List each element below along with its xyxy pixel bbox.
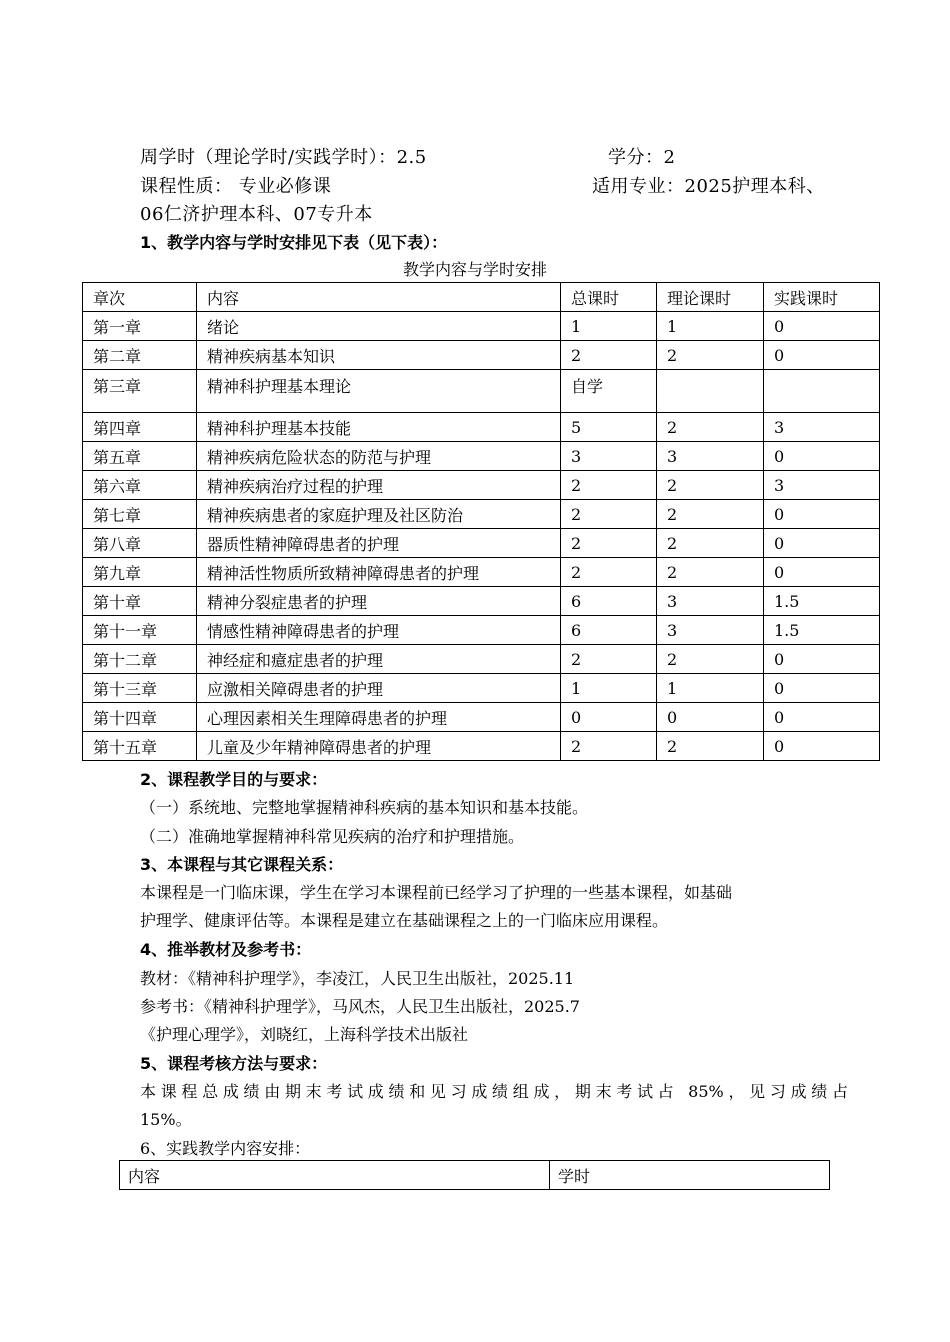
cell-content: 心理因素相关生理障碍患者的护理: [197, 703, 561, 732]
column-header: 内容: [197, 283, 561, 312]
cell-total: 2: [561, 529, 657, 558]
column-header: 实践课时: [764, 283, 880, 312]
cell-chapter: 第十五章: [83, 732, 197, 761]
cell-practice: 0: [764, 674, 880, 703]
cell-theory: [657, 370, 764, 413]
column-header: 章次: [83, 283, 197, 312]
table-row: [83, 442, 880, 471]
cell-content: 精神疾病危险状态的防范与护理: [197, 442, 561, 471]
cell-total: 2: [561, 558, 657, 587]
textbook: 教材：《精神科护理学》，李凌江，人民卫生出版社，2025.11: [140, 969, 575, 988]
cell-practice: 1.5: [764, 587, 880, 616]
cell-practice: 0: [764, 732, 880, 761]
cell-practice: [764, 370, 880, 413]
cell-total: 0: [561, 703, 657, 732]
cell-chapter: 第九章: [83, 558, 197, 587]
cell-practice: 3: [764, 413, 880, 442]
cell-practice: 0: [764, 500, 880, 529]
cell-chapter: 第二章: [83, 341, 197, 370]
section4-heading: 4、推举教材及参考书：: [140, 940, 312, 959]
cell-theory: 3: [657, 616, 764, 645]
cell-total: 6: [561, 616, 657, 645]
applicable-majors-cont: 06仁济护理本科、07专升本: [140, 204, 373, 225]
cell-content: 精神疾病基本知识: [197, 341, 561, 370]
cell-total: 1: [561, 312, 657, 341]
cell-theory: 0: [657, 703, 764, 732]
relation-line-1: 本课程是一门临床课，学生在学习本课程前已经学习了护理的一些基本课程，如基础: [140, 883, 733, 902]
cell-theory: 2: [657, 341, 764, 370]
table-row: [83, 616, 880, 645]
cell-total: 1: [561, 674, 657, 703]
table-row: [83, 674, 880, 703]
cell-content: 精神科护理基本理论: [197, 370, 561, 413]
cell-theory: 2: [657, 732, 764, 761]
cell-theory: 2: [657, 471, 764, 500]
cell-practice: 0: [764, 442, 880, 471]
cell-total: 2: [561, 500, 657, 529]
course-nature: 课程性质： 专业必修课: [140, 176, 332, 197]
cell-chapter: 第十三章: [83, 674, 197, 703]
cell-theory: 3: [657, 442, 764, 471]
cell-theory: 2: [657, 500, 764, 529]
schedule-table: [82, 282, 880, 761]
section3-heading: 3、本课程与其它课程关系：: [140, 855, 344, 874]
cell-content: 精神分裂症患者的护理: [197, 587, 561, 616]
relation-line-2: 护理学、健康评估等。本课程是建立在基础课程之上的一门临床应用课程。: [140, 911, 669, 930]
cell-chapter: 第十一章: [83, 616, 197, 645]
cell-practice: 0: [764, 312, 880, 341]
cell-practice: 0: [764, 341, 880, 370]
cell-theory: 1: [657, 312, 764, 341]
cell-chapter: 第五章: [83, 442, 197, 471]
cell-theory: 2: [657, 529, 764, 558]
column-header: 内容: [120, 1161, 550, 1190]
cell-practice: 1.5: [764, 616, 880, 645]
section6-heading: 6、实践教学内容安排：: [140, 1139, 311, 1158]
cell-total: 6: [561, 587, 657, 616]
table-row: [83, 732, 880, 761]
table-row: [83, 558, 880, 587]
cell-practice: 0: [764, 558, 880, 587]
goal-item-1: （一）系统地、完整地掌握精神科疾病的基本知识和基本技能。: [140, 798, 589, 817]
table-title: 教学内容与学时安排: [402, 260, 547, 279]
table-row: [83, 370, 880, 413]
column-header: 总课时: [561, 283, 657, 312]
cell-practice: 0: [764, 529, 880, 558]
assessment-line-2: 15%。: [140, 1110, 192, 1129]
weekly-hours: 周学时（理论学时/实践学时）：2.5: [140, 147, 427, 168]
table-row: [83, 312, 880, 341]
schedule-body: [83, 312, 880, 761]
section1-heading: 1、教学内容与学时安排见下表（见下表）：: [140, 233, 448, 252]
goal-item-2: （二）准确地掌握精神科常见疾病的治疗和护理措施。: [140, 827, 525, 846]
reference-book-1: 参考书：《精神科护理学》，马风杰，人民卫生出版社，2025.7: [140, 997, 580, 1016]
cell-theory: 3: [657, 587, 764, 616]
cell-practice: 3: [764, 471, 880, 500]
cell-content: 精神疾病治疗过程的护理: [197, 471, 561, 500]
table-row: [83, 471, 880, 500]
table-row: [83, 703, 880, 732]
cell-theory: 2: [657, 558, 764, 587]
cell-content: 精神疾病患者的家庭护理及社区防治: [197, 500, 561, 529]
cell-theory: 2: [657, 645, 764, 674]
practice-header-row: [120, 1161, 830, 1190]
cell-total: 2: [561, 645, 657, 674]
assessment-line-1: 本课程总成绩由期末考试成绩和见习成绩组成，期末考试占 85%，见习成绩占: [140, 1082, 848, 1101]
cell-content: 神经症和癔症患者的护理: [197, 645, 561, 674]
cell-total: 2: [561, 471, 657, 500]
cell-chapter: 第三章: [83, 370, 197, 413]
cell-chapter: 第十章: [83, 587, 197, 616]
practice-table: [119, 1160, 830, 1190]
cell-content: 器质性精神障碍患者的护理: [197, 529, 561, 558]
cell-content: 精神科护理基本技能: [197, 413, 561, 442]
cell-total: 2: [561, 341, 657, 370]
cell-total: 自学: [561, 370, 657, 413]
section2-heading: 2、课程教学目的与要求：: [140, 770, 328, 789]
table-row: [83, 529, 880, 558]
cell-chapter: 第十四章: [83, 703, 197, 732]
section5-heading: 5、课程考核方法与要求：: [140, 1054, 328, 1073]
applicable-majors: 适用专业：2025护理本科、: [592, 176, 825, 197]
cell-total: 2: [561, 732, 657, 761]
table-row: [83, 341, 880, 370]
cell-chapter: 第四章: [83, 413, 197, 442]
column-header: 学时: [550, 1161, 830, 1190]
cell-total: 5: [561, 413, 657, 442]
table-row: [83, 645, 880, 674]
table-header-row: [83, 283, 880, 312]
cell-total: 3: [561, 442, 657, 471]
cell-theory: 2: [657, 413, 764, 442]
cell-chapter: 第十二章: [83, 645, 197, 674]
cell-practice: 0: [764, 645, 880, 674]
table-row: [83, 587, 880, 616]
table-row: [83, 413, 880, 442]
cell-content: 情感性精神障碍患者的护理: [197, 616, 561, 645]
cell-content: 应激相关障碍患者的护理: [197, 674, 561, 703]
cell-content: 精神活性物质所致精神障碍患者的护理: [197, 558, 561, 587]
credits: 学分：2: [608, 147, 676, 168]
cell-chapter: 第八章: [83, 529, 197, 558]
reference-book-2: 《护理心理学》，刘晓红，上海科学技术出版社: [140, 1025, 469, 1044]
cell-theory: 1: [657, 674, 764, 703]
cell-chapter: 第六章: [83, 471, 197, 500]
cell-content: 儿童及少年精神障碍患者的护理: [197, 732, 561, 761]
cell-chapter: 第一章: [83, 312, 197, 341]
cell-content: 绪论: [197, 312, 561, 341]
column-header: 理论课时: [657, 283, 764, 312]
cell-practice: 0: [764, 703, 880, 732]
table-row: [83, 500, 880, 529]
cell-chapter: 第七章: [83, 500, 197, 529]
